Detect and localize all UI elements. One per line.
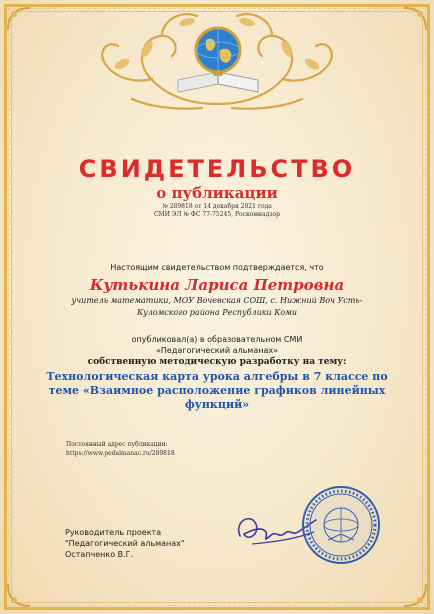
recipient-position: учитель математики, МОУ Вочевская СОШ, с. Нижний Воч Усть-Куломского района Республики Коми (71, 296, 363, 317)
certificate-title: СВИДЕТЕЛЬСТВО (78, 155, 356, 183)
signer-name: Остапченко В.Г. (65, 550, 134, 559)
address-label: Постоянный адрес публикации: (66, 441, 168, 448)
corner-ornament-icon (6, 6, 32, 32)
recipient-name: Кутькина Лариса Петровна (89, 276, 345, 294)
corner-ornament-icon (402, 6, 428, 32)
development-label: собственную методическую разработку на тему: (87, 357, 347, 367)
publication-address (66, 440, 175, 458)
corner-ornament-icon (402, 582, 428, 608)
corner-ornament-icon (6, 582, 32, 608)
globe-book-emblem-icon (172, 20, 264, 98)
signer-role: Руководитель проекта (65, 528, 162, 537)
round-seal-stamp-icon (300, 484, 382, 566)
published-line: опубликовал(а) в образовательном СМИ (131, 335, 303, 344)
media-name: «Педагогический альманах» (155, 346, 278, 355)
confirmation-text: Настоящим свидетельством подтверждается, что (110, 263, 324, 272)
registration-number: № 289818 от 14 декабря 2021 года (162, 203, 272, 210)
media-license: СМИ ЭЛ № ФС 77-75245, Роскомнадзор (153, 211, 281, 218)
registration-info (24, 203, 410, 219)
certificate-subtitle: о публикации (156, 184, 278, 202)
publication-statement (24, 334, 410, 356)
signer-block (65, 527, 185, 560)
work-title: Технологическая карта урока алгебры в 7 классе по теме «Взаимное расположение графиков линейных функций» (46, 370, 388, 411)
signer-project: "Педагогический альманах" (65, 539, 185, 548)
address-link[interactable]: https://www.pedalmanac.ru/289818 (66, 450, 175, 457)
